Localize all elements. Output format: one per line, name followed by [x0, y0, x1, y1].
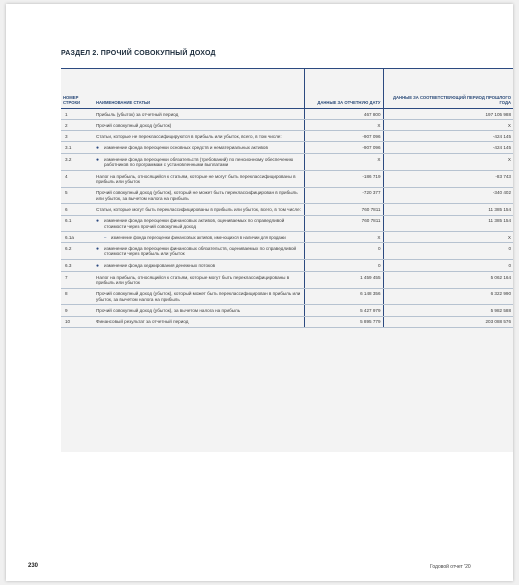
row-item-text: изменение фонда переоценки обязательств (требований) по пенсионному обеспечению работников по программам с установленными выплатами	[104, 156, 294, 168]
table-row	[61, 109, 513, 120]
section-title: РАЗДЕЛ 2. ПРОЧИЙ СОВОКУПНЫЙ ДОХОД	[61, 50, 216, 57]
row-previous-value: -340 402	[383, 187, 513, 204]
row-previous-value: 5 062 164	[383, 272, 513, 289]
report-page	[6, 4, 513, 581]
row-current-value: 760 7811	[304, 204, 383, 215]
row-item-name: Налог на прибыль, относящийся к статьям, которые не могут быть переклассифицированы в прибыль или убыток	[94, 171, 304, 188]
table-row	[61, 316, 513, 327]
table-row	[61, 288, 513, 305]
comprehensive-income-table-wrap	[61, 68, 513, 452]
row-current-value: X	[304, 232, 383, 243]
row-item-name	[94, 260, 304, 272]
row-item-name	[94, 215, 304, 232]
bullet-icon: ●	[96, 245, 100, 252]
row-current-value: -907 096	[304, 131, 383, 142]
row-number: 8	[61, 288, 94, 305]
header-row-number: НОМЕР СТРОКИ	[61, 69, 94, 109]
table-row	[61, 272, 513, 289]
row-item-name: Финансовый результат за отчетный период	[94, 316, 304, 327]
table-row	[61, 215, 513, 232]
row-number: 1	[61, 109, 94, 120]
table-body	[61, 109, 513, 328]
header-current-period: ДАННЫЕ ЗА ОТЧЕТНУЮ ДАТУ	[304, 69, 383, 109]
row-current-value: -720 377	[304, 187, 383, 204]
row-previous-value: 203 088 576	[383, 316, 513, 327]
row-item-name	[94, 232, 304, 243]
table-row	[61, 154, 513, 171]
table-row	[61, 120, 513, 131]
row-item-name: Прочий совокупный доход (убыток)	[94, 120, 304, 131]
row-item-text: изменение фонда хеджирования денежных потоков	[104, 262, 216, 268]
table-row	[61, 204, 513, 215]
header-item-name: НАИМЕНОВАНИЕ СТАТЬИ	[94, 69, 304, 109]
row-previous-value: 11 385 154	[383, 215, 513, 232]
row-current-value: 0	[304, 243, 383, 260]
row-current-value: -186 719	[304, 171, 383, 188]
row-previous-value: -424 145	[383, 131, 513, 142]
table-row	[61, 142, 513, 154]
row-previous-value: 0	[383, 243, 513, 260]
row-number: 10	[61, 316, 94, 327]
page-number: 230	[28, 563, 39, 569]
table-row	[61, 305, 513, 316]
row-number: 3.1	[61, 142, 94, 154]
bullet-icon: ●	[96, 218, 100, 225]
row-current-value: X	[304, 120, 383, 131]
row-item-name: Прочий совокупный доход (убыток), который может быть переклассифицирован в прибыль или убыток, за вычетом налога на прибыль	[94, 288, 304, 305]
row-item-name: Статьи, которые не переклассифицируются в прибыль или убыток, всего, в том числе:	[94, 131, 304, 142]
row-previous-value: 5 982 588	[383, 305, 513, 316]
row-current-value: -907 096	[304, 142, 383, 154]
bullet-icon: ●	[96, 144, 100, 151]
row-number: 3	[61, 131, 94, 142]
row-previous-value: X	[383, 120, 513, 131]
header-previous-period: ДАННЫЕ ЗА СООТВЕТСТВУЮЩИЙ ПЕРИОД ПРОШЛОГО ГОДА	[383, 69, 513, 109]
row-number: 6.1	[61, 215, 94, 232]
row-previous-value: X	[383, 232, 513, 243]
row-item-text: изменение фонда переоценки финансовых активов, име-ющихся в наличии для продажи	[111, 234, 286, 240]
row-current-value: 0	[304, 260, 383, 272]
row-previous-value: 0	[383, 260, 513, 272]
row-item-name	[94, 243, 304, 260]
row-current-value: 6 148 356	[304, 288, 383, 305]
row-item-name: Налог на прибыль, относящийся к статьям, которые могут быть переклассифицированы в прибыль или убыток	[94, 272, 304, 289]
row-number: 6	[61, 204, 94, 215]
row-number: 7	[61, 272, 94, 289]
table-row	[61, 260, 513, 272]
table-row	[61, 131, 513, 142]
row-number: 6.1а	[61, 232, 94, 243]
row-item-text: изменение фонда переоценки финансовых обязательств, оцениваемых по справедливой стоимости через прибыль или убыток	[104, 245, 297, 257]
row-number: 9	[61, 305, 94, 316]
row-current-value: 467 800	[304, 109, 383, 120]
row-current-value: 5 895 779	[304, 316, 383, 327]
bullet-icon: ●	[96, 262, 100, 269]
row-current-value: 1 459 455	[304, 272, 383, 289]
row-item-text: изменение фонда переоценки финансовых активов, оцениваемых по справедливой стоимости через прочий совокупный доход	[104, 218, 285, 229]
row-number: 4	[61, 171, 94, 188]
row-previous-value: 6 322 990	[383, 288, 513, 305]
table-row	[61, 171, 513, 188]
row-number: 6.2	[61, 243, 94, 260]
row-item-text: изменение фонда переоценки основных средств и нематериальных активов	[104, 144, 268, 150]
row-item-name: Прочий совокупный доход (убыток), который не может быть переклассифицирован в прибыль или убыток, за вычетом налога на прибыль	[94, 187, 304, 204]
report-label: Годовой отчет '20	[430, 564, 471, 570]
row-item-name: Прибыль (убыток) за отчетный период	[94, 109, 304, 120]
row-item-name: Прочий совокупный доход (убыток), за вычетом налога на прибыль	[94, 305, 304, 316]
row-number: 3.2	[61, 154, 94, 171]
row-item-name	[94, 142, 304, 154]
row-previous-value: -83 743	[383, 171, 513, 188]
table-row	[61, 232, 513, 243]
row-previous-value: X	[383, 154, 513, 171]
row-current-value: 5 427 979	[304, 305, 383, 316]
row-previous-value: -424 145	[383, 142, 513, 154]
comprehensive-income-table	[61, 68, 513, 328]
table-row	[61, 187, 513, 204]
table-header-row	[61, 69, 513, 109]
row-previous-value: 11 385 154	[383, 204, 513, 215]
row-number: 5	[61, 187, 94, 204]
row-number: 2	[61, 120, 94, 131]
dash-icon: –	[104, 234, 107, 240]
row-current-value: 760 7811	[304, 215, 383, 232]
row-item-name: Статьи, которые могут быть переклассифицированы в прибыль или убыток, всего, в том числе:	[94, 204, 304, 215]
table-row	[61, 243, 513, 260]
row-number: 6.3	[61, 260, 94, 272]
row-current-value: X	[304, 154, 383, 171]
row-previous-value: 197 105 988	[383, 109, 513, 120]
row-item-name	[94, 154, 304, 171]
bullet-icon: ●	[96, 156, 100, 163]
